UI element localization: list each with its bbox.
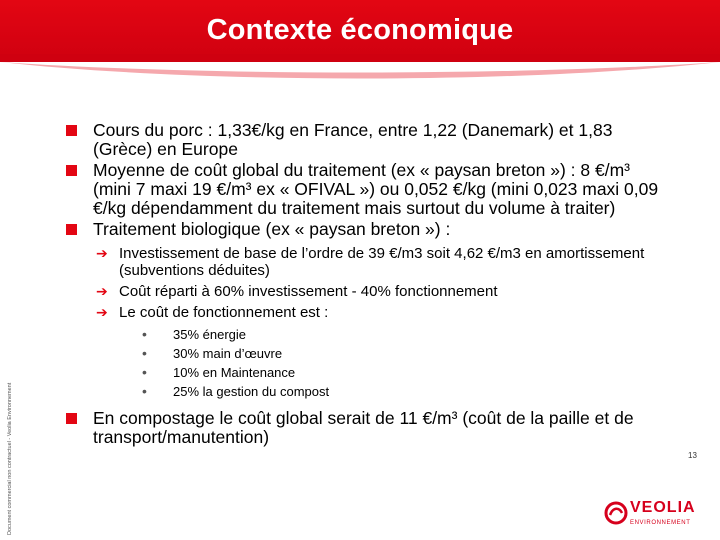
cost-item <box>66 363 666 382</box>
dot-bullet-icon: • <box>142 364 147 380</box>
cost-item-text: 30% main d’œuvre <box>173 346 283 361</box>
bullet-item <box>66 161 666 218</box>
sub-bullet-item <box>66 304 666 321</box>
bullet-item <box>66 220 666 239</box>
bullet-text: Traitement biologique (ex « paysan breton ») : <box>93 219 451 239</box>
dot-bullet-icon: • <box>142 345 147 361</box>
veolia-logo <box>596 497 714 535</box>
arrow-bullet-icon: ➔ <box>96 283 108 299</box>
square-bullet-icon <box>66 165 77 176</box>
page-title: Contexte économique <box>206 14 514 46</box>
logo-subtitle: ENVIRONNEMENT <box>630 520 691 526</box>
cost-item <box>66 344 666 363</box>
sub-bullet-text: Le coût de fonctionnement est : <box>119 304 329 321</box>
square-bullet-icon <box>66 413 77 424</box>
square-bullet-icon <box>66 224 77 235</box>
arrow-bullet-icon: ➔ <box>96 304 108 320</box>
bullet-item <box>66 409 666 447</box>
bullet-text: Moyenne de coût global du traitement (ex « paysan breton ») : 8 €/m³ (mini 7 maxi 19 €/m³ ex « OFIVAL ») ou 0,052 €/kg (mini 0,023 maxi 0,09 €/kg dépendamment du traitement mais surtout du volume à traiter) <box>93 160 659 218</box>
sub-bullet-text: Investissement de base de l’ordre de 39 €/m3 soit 4,62 €/m3 en amortissement (subventions déduites) <box>119 245 645 279</box>
disclaimer-text: Document commercial non contractuel - Veolia Environnement <box>7 382 13 535</box>
sub-bullet-item <box>66 283 666 300</box>
cost-item <box>66 382 666 401</box>
bullet-item <box>66 121 666 159</box>
cost-item-text: 25% la gestion du compost <box>173 384 330 399</box>
page-number: 13 <box>688 451 697 460</box>
sub-bullet-text: Coût réparti à 60% investissement - 40% fonctionnement <box>119 283 498 300</box>
dot-bullet-icon: • <box>142 326 147 342</box>
sub-bullet-item <box>66 245 666 279</box>
cost-item-text: 10% en Maintenance <box>173 365 296 380</box>
bullet-text: Cours du porc : 1,33€/kg en France, entre 1,22 (Danemark) et 1,83 (Grèce) en Europe <box>93 120 613 159</box>
header-swoosh <box>0 54 720 88</box>
veolia-logo-icon <box>604 501 628 525</box>
cost-breakdown-list <box>66 325 666 401</box>
logo-wordmark: VEOLIA <box>630 499 696 516</box>
dot-bullet-icon: • <box>142 383 147 399</box>
slide-content <box>66 121 666 449</box>
square-bullet-icon <box>66 125 77 136</box>
cost-item <box>66 325 666 344</box>
cost-item-text: 35% énergie <box>173 327 246 342</box>
bullet-text: En compostage le coût global serait de 11 €/m³ (coût de la paille et de transport/manutention) <box>93 408 634 447</box>
arrow-bullet-icon: ➔ <box>96 245 108 261</box>
